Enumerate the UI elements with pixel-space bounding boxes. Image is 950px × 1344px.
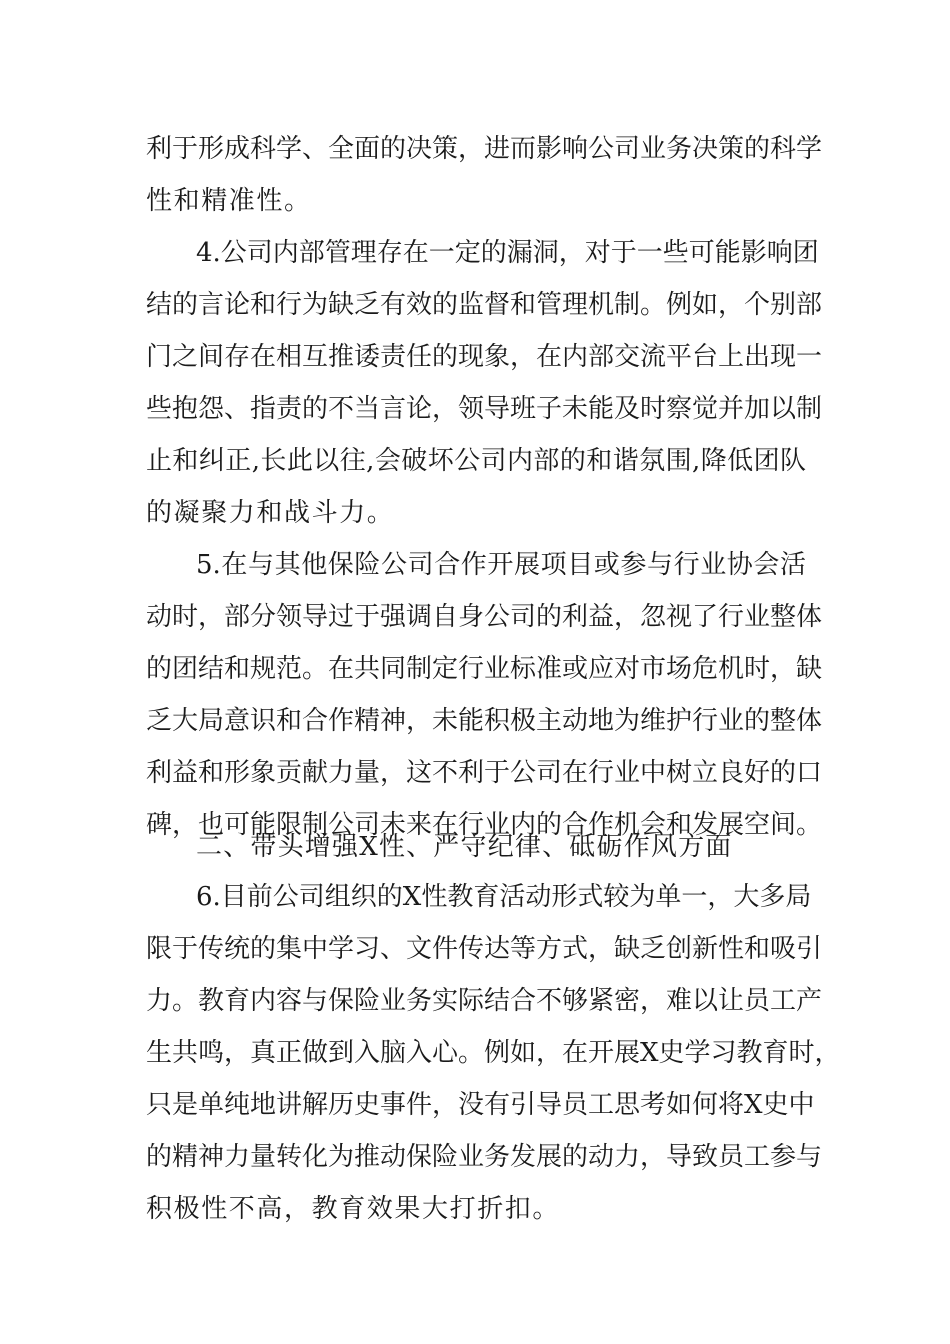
text-line: 力。教育内容与保险业务实际结合不够紧密，难以让员工产 bbox=[146, 986, 823, 1016]
text-line: 4.公司内部管理存在一定的漏洞，对于一些可能影响团 bbox=[196, 238, 819, 268]
section-heading: 二、带头增强X性、严守纪律、砥砺作风方面 bbox=[196, 832, 733, 862]
text-line: 生共鸣，真正做到入脑入心。例如，在开展X史学习教育时， bbox=[146, 1038, 841, 1068]
text-line: 积极性不高，教育效果大打折扣。 bbox=[146, 1194, 561, 1224]
text-line: 只是单纯地讲解历史事件，没有引导员工思考如何将X史中 bbox=[146, 1090, 815, 1120]
text-line: 动时，部分领导过于强调自身公司的利益，忽视了行业整体 bbox=[146, 602, 823, 632]
text-line: 门之间存在相互推诿责任的现象，在内部交流平台上出现一 bbox=[146, 342, 823, 372]
text-line: 止和纠正,长此以往,会破坏公司内部的和谐氛围,降低团队 bbox=[146, 446, 806, 476]
text-line: 些抱怨、指责的不当言论，领导班子未能及时察觉并加以制 bbox=[146, 394, 823, 424]
text-line: 性和精准性。 bbox=[146, 186, 312, 216]
text-line: 6.目前公司组织的X性教育活动形式较为单一，大多局 bbox=[196, 882, 812, 912]
text-line: 的凝聚力和战斗力。 bbox=[146, 498, 395, 528]
text-line: 乏大局意识和合作精神，未能积极主动地为维护行业的整体 bbox=[146, 706, 823, 736]
text-line: 5.在与其他保险公司合作开展项目或参与行业协会活 bbox=[196, 550, 806, 580]
text-line: 利于形成科学、全面的决策，进而影响公司业务决策的科学 bbox=[146, 134, 823, 164]
text-line: 结的言论和行为缺乏有效的监督和管理机制。例如，个别部 bbox=[146, 290, 823, 320]
text-line: 的团结和规范。在共同制定行业标准或应对市场危机时，缺 bbox=[146, 654, 823, 684]
text-line: 的精神力量转化为推动保险业务发展的动力，导致员工参与 bbox=[146, 1142, 823, 1172]
text-line: 利益和形象贡献力量，这不利于公司在行业中树立良好的口 bbox=[146, 758, 823, 788]
text-line: 限于传统的集中学习、文件传达等方式，缺乏创新性和吸引 bbox=[146, 934, 823, 964]
text-line: 碑，也可能限制公司未来在行业内的合作机会和发展空间。 bbox=[146, 810, 823, 840]
